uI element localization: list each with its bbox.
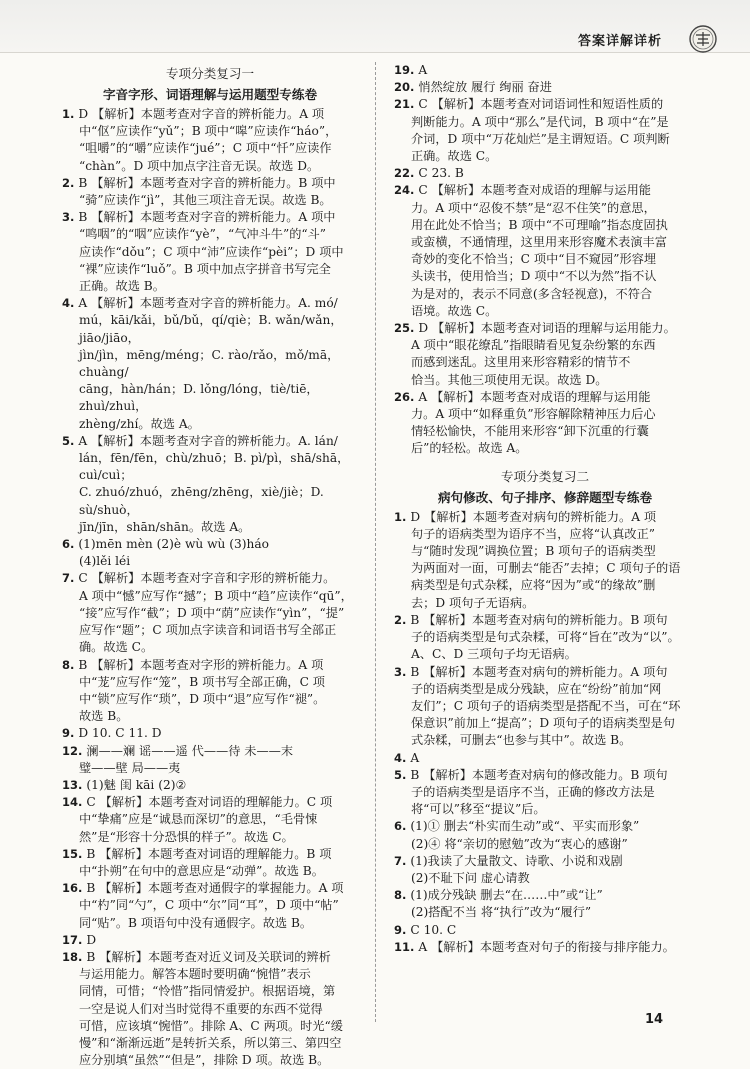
- answer-text: 恰当。其他三项使用无误。故选 D。: [411, 372, 608, 387]
- item-number: 18.: [62, 949, 87, 964]
- answer-line: [394, 664, 696, 681]
- answer-text: 然”是“形容十分恐惧的样子”。故选 C。: [79, 829, 294, 844]
- answer-line: [62, 1018, 358, 1035]
- section2-title: 专项分类复习二: [500, 468, 590, 484]
- answer-text: D 【解析】本题考查对字音的辨析能力。A 项: [78, 107, 325, 121]
- item-number: 3.: [394, 664, 411, 679]
- answer-text: 去；D 项句子无语病。: [411, 595, 535, 610]
- answer-line: [394, 165, 696, 182]
- item-number: 6.: [394, 819, 411, 834]
- header-bar: [0, 0, 750, 53]
- answer-line: [394, 543, 696, 560]
- answer-line: [62, 261, 358, 278]
- answer-line: [62, 966, 358, 983]
- item-number: 12.: [62, 743, 87, 758]
- answer-line: [394, 389, 696, 406]
- answer-item: [62, 846, 358, 880]
- answer-text: 头读书，使用恰当；D 项中“不以为然”指不认: [411, 269, 657, 284]
- answer-line: [62, 484, 358, 518]
- answer-line: [62, 1001, 358, 1018]
- answer-text: 应读作“dǒu”；C 项中“沛”应读作“pèi”；D 项中: [79, 244, 344, 259]
- answer-line: [62, 605, 358, 622]
- left-column: [62, 62, 358, 1069]
- answer-line: [394, 577, 696, 594]
- answer-line: [394, 406, 696, 423]
- answer-text: B 【解析】本题考查对近义词及关联词的辨析: [86, 949, 331, 964]
- answer-text: A 项中“憾”应写作“撼”；B 项中“趋”应读作“qū”，: [79, 588, 353, 603]
- answer-line: [394, 887, 696, 904]
- answer-line: [394, 681, 696, 698]
- answer-line: [394, 629, 696, 646]
- answer-line: [394, 698, 696, 715]
- answer-line: [62, 657, 358, 674]
- answer-line: [394, 732, 696, 749]
- answer-line: [394, 904, 696, 921]
- answer-line: [394, 612, 696, 629]
- answer-line: [62, 743, 358, 760]
- answer-item: [394, 887, 696, 921]
- item-number: 6.: [62, 537, 79, 552]
- answer-item: [394, 853, 696, 887]
- item-number: 8.: [62, 657, 79, 672]
- answer-item: [394, 612, 696, 664]
- item-number: 24.: [394, 183, 419, 198]
- answer-text: 与运用能力。解答本题时要明确“惋惜”表示: [79, 967, 311, 982]
- answer-line: [394, 509, 696, 526]
- answer-line: [62, 312, 358, 346]
- answer-text: (4)lěi léi: [79, 554, 131, 569]
- answer-text: “接”应写作“截”；D 项中“荫”应读作“yìn”，“提”: [79, 605, 345, 620]
- answer-text: (1)① 删去“朴实而生动”或“、平实而形象”: [410, 819, 640, 834]
- answer-text: 语境。故选 C。: [411, 303, 498, 318]
- answer-line: [394, 750, 696, 767]
- answer-line: [62, 725, 358, 742]
- answer-text: B 【解析】本题考查对病句的修改能力。B 项句: [410, 767, 668, 782]
- answer-line: [394, 372, 696, 389]
- answer-text: B 【解析】本题考查对通假字的掌握能力。A 项: [86, 881, 344, 896]
- answer-line: [62, 244, 358, 261]
- answer-line: [394, 922, 696, 939]
- answer-text: C 10. C: [410, 922, 457, 937]
- answer-line: [62, 777, 358, 794]
- item-number: 14.: [62, 795, 87, 810]
- answer-line: [62, 829, 358, 846]
- answer-text: (1)mēn mèn (2)è wù wù (3)háo: [78, 537, 270, 552]
- answer-item: [62, 725, 358, 742]
- answer-text: C 【解析】本题考查对字音和字形的辨析能力。: [78, 571, 336, 586]
- answer-line: [394, 836, 696, 853]
- answer-line: [62, 209, 358, 226]
- answer-line: [62, 760, 358, 777]
- answer-text: (1)我读了大量散文、诗歌、小说和戏剧: [410, 853, 623, 868]
- item-number: 21.: [394, 97, 419, 112]
- answer-line: [62, 140, 358, 157]
- answer-text: (1)魅 闺 kāi (2)②: [86, 777, 187, 792]
- answer-text: 正确。故选 C。: [411, 149, 498, 164]
- answer-line: [62, 639, 358, 656]
- item-number: 9.: [62, 726, 79, 741]
- answer-text: B 【解析】本题考查对词语的理解能力。B 项: [86, 846, 332, 861]
- item-number: 1.: [62, 107, 79, 121]
- answer-text: (2)搭配不当 将“执行”改为“履行”: [411, 905, 592, 920]
- answer-line: [394, 440, 696, 457]
- answer-text: 应分别填“虽然”“但是”，排除 D 项。故选 B。: [79, 1053, 330, 1068]
- answer-line: [62, 416, 358, 433]
- answer-line: [62, 278, 358, 295]
- answer-item: [62, 794, 358, 846]
- answer-list-right-top: [394, 62, 696, 458]
- answer-line: [394, 939, 696, 956]
- answer-line: [394, 337, 696, 354]
- answer-text: 正确。故选 B。: [79, 279, 165, 294]
- answer-text: 中“锁”应写作“琐”，D 项中“退”应写作“褪”。: [79, 691, 326, 706]
- answer-line: [62, 347, 358, 381]
- answer-line: [62, 226, 358, 243]
- answer-text: 介词，D 项中“万花灿烂”是主谓短语。C 项判断: [411, 131, 670, 146]
- answer-line: [62, 983, 358, 1000]
- answer-text: “咀嚼”的“嚼”应读作“jué”；C 项中“忏”应读作: [79, 141, 332, 156]
- answer-text: A、C、D 三项句子均无语病。: [411, 647, 577, 662]
- answer-item: [62, 880, 358, 932]
- answer-text: A: [410, 750, 420, 765]
- item-number: 26.: [394, 389, 419, 404]
- answer-item: [62, 295, 358, 433]
- answer-text: 用在此处不恰当；B 项中“不可理喻”指态度固执: [411, 217, 668, 232]
- answer-line: [394, 818, 696, 835]
- answer-item: [394, 96, 696, 165]
- answer-line: [394, 286, 696, 303]
- answer-line: [62, 106, 358, 123]
- answer-text: 友们”；C 项句子的语病类型是搭配不当，可在“环: [411, 698, 681, 713]
- answer-line: [394, 303, 696, 320]
- answer-text: C 【解析】本题考查对词语的理解能力。C 项: [86, 795, 333, 810]
- answer-item: [62, 536, 358, 570]
- answer-text: 或蛮横，不通情理，这里用来形容魔术表演丰富: [411, 235, 667, 250]
- answer-text: A 项中“眼花缭乱”指眼睛看见复杂纷繁的东西: [411, 338, 656, 353]
- answer-item: [394, 818, 696, 852]
- answer-text: 子的语病类型是语序不当，正确的修改方法是: [411, 784, 655, 799]
- item-number: 5.: [62, 433, 79, 448]
- answer-item: [62, 209, 358, 295]
- answer-text: 奇妙的变化不恰当；C 项中“目不窥园”形容埋: [411, 252, 657, 267]
- answer-item: [394, 79, 696, 96]
- answer-text: 句子的语病类型为语序不当，应将“认真改正”: [411, 526, 656, 541]
- answer-line: [62, 949, 358, 966]
- answer-text: “裸”应读作“luǒ”。B 项中加点字拼音书写完全: [79, 261, 331, 276]
- answer-item: [62, 570, 358, 656]
- item-number: 3.: [62, 210, 79, 225]
- answer-text: 力。A 项中“如释重负”形容解除精神压力后心: [411, 407, 656, 422]
- answer-line: [62, 433, 358, 450]
- answer-line: [62, 622, 358, 639]
- answer-line: [394, 234, 696, 251]
- answer-text: 同“贴”。B 项语句中没有通假字。故选 B。: [79, 915, 313, 930]
- answer-text: jìn/jìn，mēng/méng；C. rào/rǎo，mǒ/mā，chuàng/: [79, 347, 340, 380]
- answer-text: 为是对的，表示不同意(多含轻视意)，不符合: [411, 286, 653, 301]
- item-number: 17.: [62, 932, 87, 947]
- answer-line: [394, 182, 696, 199]
- answer-text: 将“可以”移至“提议”后。: [411, 802, 546, 817]
- answer-text: “chàn”。D 项中加点字注音无误。故选 D。: [79, 158, 320, 173]
- item-number: 5.: [394, 767, 411, 782]
- answer-line: [394, 320, 696, 337]
- item-number: 11.: [394, 939, 419, 954]
- answer-line: [62, 158, 358, 175]
- answer-text: A 【解析】本题考查对成语的理解与运用能: [418, 389, 651, 404]
- answer-line: [62, 811, 358, 828]
- item-number: 2.: [394, 612, 411, 627]
- answer-text: lán，fēn/fēn，chù/zhuō；B. pì/pì，shā/shā，cuì/cuì；: [79, 451, 350, 483]
- answer-text: 故选 B。: [79, 709, 129, 724]
- item-number: 7.: [394, 853, 411, 868]
- answer-line: [394, 114, 696, 131]
- column-divider: [375, 62, 376, 1022]
- answer-line: [62, 519, 358, 536]
- item-number: 1.: [394, 509, 411, 524]
- answer-item: [394, 320, 696, 389]
- answer-line: [62, 674, 358, 691]
- answer-line: [62, 880, 358, 897]
- answer-line: [62, 691, 358, 708]
- answer-text: C 23. B: [418, 166, 464, 181]
- answer-text: B 【解析】本题考查对字形的辨析能力。A 项: [78, 657, 324, 672]
- answer-item: [62, 743, 358, 777]
- answer-line: [394, 79, 696, 96]
- answer-line: [62, 295, 358, 312]
- answer-line: [394, 423, 696, 440]
- answer-text: 式杂糅，可删去“也参与其中”。故选 B。: [411, 733, 632, 748]
- answer-text: A 【解析】本题考查对句子的衔接与排序能力。: [418, 939, 675, 954]
- header-title: 答案详解详析: [577, 34, 662, 49]
- item-number: 13.: [62, 777, 87, 792]
- answer-text: B 【解析】本题考查对病句的辨析能力。B 项句: [410, 612, 668, 627]
- answer-line: [394, 148, 696, 165]
- answer-text: D 【解析】本题考查对病句的辨析能力。A 项: [410, 509, 657, 524]
- answer-text: 后”的轻松。故选 A。: [411, 441, 528, 456]
- answer-line: [394, 801, 696, 818]
- answer-line: [62, 1035, 358, 1052]
- answer-text: A 【解析】本题考查对字音的辨析能力。A. mó/: [78, 296, 338, 311]
- answer-text: C. zhuó/zhuó，zhēng/zhēng，xiè/jiè；D. sù/shuò，: [79, 485, 324, 517]
- answer-line: [62, 932, 358, 949]
- answer-text: 中“扑朔”在句中的意思应是“动弹”。故选 B。: [79, 863, 324, 878]
- answer-text: (2)不耻下问 虚心请教: [411, 870, 530, 885]
- answer-text: (2)④ 将“亲切的慰勉”改为“衷心的感谢”: [411, 836, 628, 851]
- answer-line: [394, 784, 696, 801]
- answer-list-left: [62, 106, 358, 1069]
- item-number: 2.: [62, 175, 79, 190]
- right-column: [394, 62, 696, 956]
- answer-item: [394, 389, 696, 458]
- answer-line: [394, 131, 696, 148]
- answer-line: [394, 560, 696, 577]
- answer-line: [394, 96, 696, 113]
- answer-item: [394, 182, 696, 320]
- answer-text: 为两面对一面，可删去“能否”去掉；C 项句子的语: [411, 561, 681, 576]
- answer-text: B 【解析】本题考查对病句的辨析能力。A 项句: [410, 664, 668, 679]
- answer-line: [62, 553, 358, 570]
- answer-line: [394, 853, 696, 870]
- answer-line: [62, 863, 358, 880]
- answer-text: 中“伛”应读作“yǔ”；B 项中“嗥”应读作“háo”，: [79, 124, 338, 139]
- answer-item: [62, 932, 358, 949]
- item-number: 4.: [394, 750, 411, 765]
- answer-text: 病类型是句式杂糅，应将“因为”或“的缘故”删: [411, 578, 656, 593]
- answer-text: 可惜，应该填“惋惜”。排除 A、C 两项。时光“缓: [79, 1018, 343, 1033]
- answer-text: D: [86, 932, 97, 947]
- answer-line: [394, 354, 696, 371]
- answer-line: [394, 870, 696, 887]
- item-number: 9.: [394, 922, 411, 937]
- answer-line: [394, 268, 696, 285]
- answer-line: [394, 251, 696, 268]
- answer-text: A: [418, 63, 428, 77]
- answer-item: [394, 165, 696, 182]
- item-number: 16.: [62, 881, 87, 896]
- answer-text: 中“杓”同“勺”，C 项中“尔”同“耳”，D 项中“帖”: [79, 898, 339, 913]
- answer-line: [62, 192, 358, 209]
- answer-item: [62, 777, 358, 794]
- answer-text: 判断能力。A 项中“那么”是代词，B 项中“在”是: [411, 114, 669, 129]
- answer-item: [62, 433, 358, 536]
- answer-line: [394, 767, 696, 784]
- item-number: 20.: [394, 80, 419, 95]
- answer-text: 同情，可惜；“怜惜”指同情爱护。根据语境，第: [79, 984, 336, 999]
- answer-line: [62, 450, 358, 484]
- item-number: 4.: [62, 296, 79, 311]
- answer-line: [394, 715, 696, 732]
- answer-text: (1)成分残缺 删去“在……中”或“让”: [410, 888, 603, 903]
- answer-text: 中“挚痛”应是“诚恳而深切”的意思，“毛骨悚: [79, 812, 318, 827]
- answer-line: [62, 175, 358, 192]
- answer-text: D 【解析】本题考查对词语的理解与运用能力。: [418, 321, 676, 336]
- answer-text: 悄然绽放 履行 绚丽 奋进: [418, 80, 552, 95]
- answer-item: [394, 922, 696, 939]
- answer-item: [394, 509, 696, 612]
- item-number: 25.: [394, 321, 419, 336]
- answer-text: 力。A 项中“忍俊不禁”是“忍不住笑”的意思，: [411, 200, 656, 215]
- answer-text: A 【解析】本题考查对字音的辨析能力。A. lán/: [78, 433, 338, 448]
- answer-text: 保意识”前加上“提高”；D 项句子的语病类型是句: [411, 716, 675, 731]
- answer-line: [394, 646, 696, 663]
- answer-text: 而感到迷乱。这里用来形容精彩的情节不: [411, 355, 631, 370]
- answer-line: [62, 915, 358, 932]
- section1-subtitle: 字音字形、词语理解与运用题型专练卷: [102, 87, 318, 102]
- answer-text: jīn/jīn，shān/shān。故选 A。: [79, 519, 251, 534]
- section1-title: 专项分类复习一: [165, 66, 255, 81]
- answer-text: B 【解析】本题考查对字音的辨析能力。B 项中: [78, 175, 336, 190]
- answer-line: [62, 588, 358, 605]
- answer-line: [62, 846, 358, 863]
- answer-line: [62, 897, 358, 914]
- item-number: 7.: [62, 571, 79, 586]
- answer-text: 璧——壁 局——夷: [79, 760, 181, 775]
- answer-line: [394, 62, 696, 79]
- answer-line: [62, 536, 358, 553]
- answer-line: [62, 794, 358, 811]
- answer-list-right-bottom: [394, 509, 696, 956]
- answer-text: C 【解析】本题考查对成语的理解与运用能: [418, 183, 651, 198]
- answer-text: “骑”应读作“jì”，其他三项注音无误。故选 B。: [79, 193, 332, 208]
- answer-line: [62, 570, 358, 587]
- answer-item: [394, 939, 696, 956]
- answer-text: 与“随时发现”调换位置；B 项句子的语病类型: [411, 544, 656, 559]
- item-number: 8.: [394, 888, 411, 903]
- answer-line: [394, 217, 696, 234]
- answer-line: [62, 123, 358, 140]
- answer-line: [62, 1052, 358, 1069]
- answer-text: D 10. C 11. D: [78, 726, 162, 741]
- item-number: 15.: [62, 846, 87, 861]
- answer-text: B 【解析】本题考查对字音的辨析能力。A 项中: [78, 210, 336, 225]
- answer-text: 澜——斓 谣——遥 代——待 未——末: [86, 743, 294, 758]
- item-number: 22.: [394, 166, 419, 181]
- answer-item: [394, 767, 696, 819]
- answer-text: mú，kāi/kǎi，bǔ/bǔ，qí/qiè；B. wǎn/wǎn，jiāo/jiāo，: [79, 313, 343, 345]
- answer-line: [62, 708, 358, 725]
- answer-line: [394, 200, 696, 217]
- answer-item: [394, 750, 696, 767]
- answer-text: 情轻松愉快，不能用来形容“卸下沉重的行囊: [411, 424, 649, 439]
- answer-text: 子的语病类型是成分残缺，应在“纷纷”前加“网: [411, 681, 662, 696]
- answer-item: [62, 106, 358, 175]
- answer-text: zhèng/zhí。故选 A。: [79, 416, 200, 431]
- section2-subtitle: 病句修改、句子排序、修辞题型专练卷: [437, 489, 653, 505]
- item-number: 19.: [394, 63, 419, 77]
- answer-text: 子的语病类型是句式杂糅，可将“旨在”改为“以”。: [411, 630, 680, 645]
- page-number: 14: [645, 1012, 664, 1027]
- answer-text: “鸣咽”的“咽”应读作“yè”，“气冲斗牛”的“斗”: [79, 227, 327, 242]
- answer-text: 一空是说人们对当时觉得不重要的东西不觉得: [79, 1001, 323, 1016]
- answer-text: 中“茏”应写作“笼”，B 项书写全部正确，C 项: [79, 674, 325, 689]
- answer-line: [394, 526, 696, 543]
- brand-logo-icon: [684, 24, 722, 54]
- answer-text: 应写作“题”；C 项加点字读音和词语书写全部正: [79, 623, 337, 638]
- answer-line: [62, 381, 358, 415]
- answer-text: 慢”和“渐渐远逝”是转折关系，所以第三、第四空: [79, 1035, 342, 1050]
- answer-text: C 【解析】本题考查对词语词性和短语性质的: [418, 97, 664, 112]
- answer-item: [62, 175, 358, 209]
- answer-item: [62, 657, 358, 726]
- answer-item: [394, 62, 696, 79]
- answer-text: cāng，hàn/hán；D. lǒng/lóng，tiè/tiē，zhuì/zhuì，: [79, 382, 319, 414]
- answer-text: 确。故选 C。: [79, 640, 154, 655]
- answer-item: [394, 664, 696, 750]
- answer-line: [394, 595, 696, 612]
